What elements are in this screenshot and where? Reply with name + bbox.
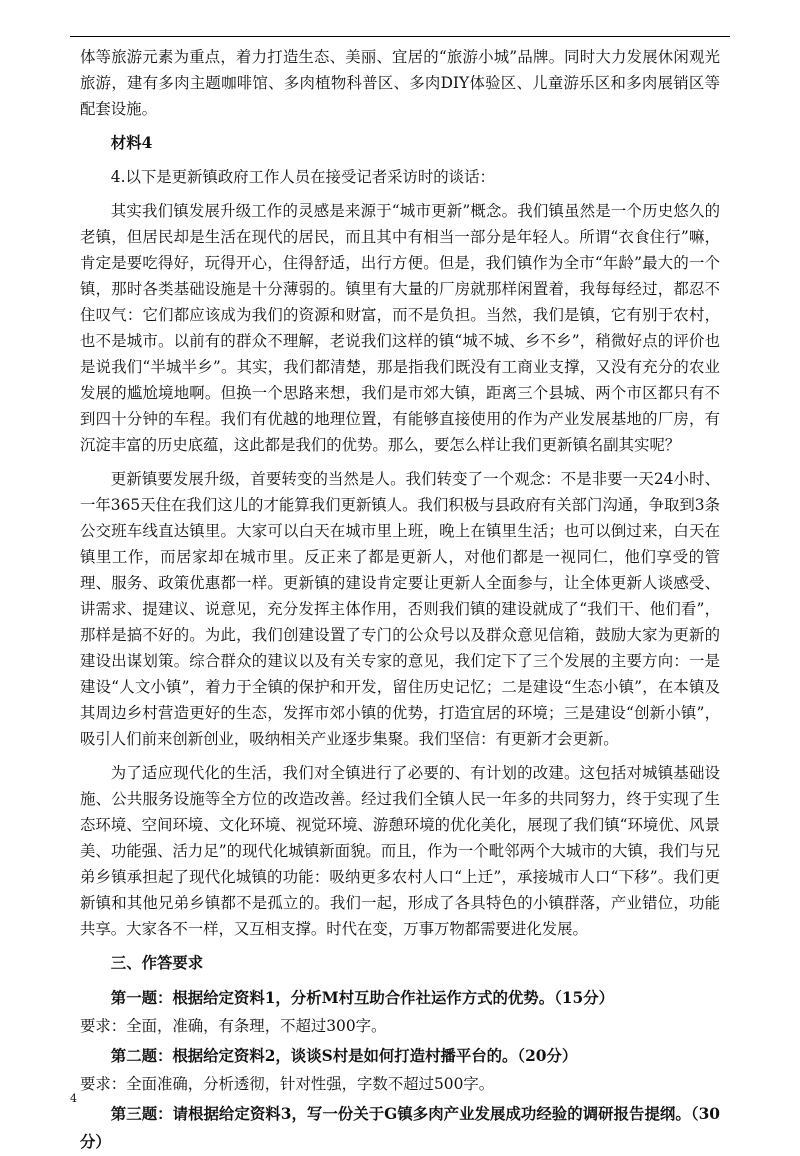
question-3-title: 第三题：请根据给定资料3，写一份关于G镇多肉产业发展成功经验的调研报告提纲。（30分） xyxy=(80,1105,720,1151)
material-4-heading: 材料4 xyxy=(110,134,153,152)
material-4-paragraph-3: 为了适应现代化的生活，我们对全镇进行了必要的、有计划的改建。这包括对城镇基础设施、公共服务设施等全方位的改造改善。经过我们全镇人民一年多的共同努力，终于实现了生态环境、空间环境、文化环境、视觉环境、游憩环境的优化美化，展现了我们镇“环境优、风景美、功能强、活力足”的现代化城镇新面貌。而且，作为一个毗邻两个大城市的大镇，我们与兄弟乡镇承担起了现代化城镇的功能：吸纳更多农村人口“上迁”，承接城市人口“下移”。我们更新镇和其他兄弟乡镇都不是孤立的。我们一起，形成了各具特色的小镇群落，产业错位，功能共享。大家各不一样，又互相支撑。时代在变，万事万物都需要进化发展。 xyxy=(80,764,720,938)
material-4-lead: 4.以下是更新镇政府工作人员在接受记者采访时的谈话： xyxy=(110,168,495,186)
question-2-requirement: 要求：全面准确，分析透彻，针对性强，字数不超过500字。 xyxy=(80,1075,495,1093)
page-number: 4 xyxy=(70,1092,77,1105)
material-4-paragraph-1: 其实我们镇发展升级工作的灵感是来源于“城市更新”概念。我们镇虽然是一个历史悠久的老镇，但居民却是生活在现代的居民，而且其中有相当一部分是年轻人。所谓“衣食住行”嘛，肯定是要吃得好，玩得开心，住得舒适，出行方便。但是，我们镇作为全市“年龄”最大的一个镇，那时各类基础设施是十分薄弱的。镇里有大量的厂房就那样闲置着，我每每经过，都忍不住叹气：它们都应该成为我们的资源和财富，而不是负担。当然，我们是镇，它有别于农村，也不是城市。以前有的群众不理解，老说我们这样的镇“城不城、乡不乡”，稍微好点的评价也是说我们“半城半乡”。其实，我们都清楚，那是指我们既没有工商业支撑，又没有充分的农业发展的尴尬境地啊。但换一个思路来想，我们是市郊大镇，距离三个县城、两个市区都只有不到四十分钟的车程。我们有优越的地理位置，有能够直接使用的作为产业发展基地的厂房，有沉淀丰富的历史底蕴，这此都是我们的优势。那么，要怎么样让我们更新镇名副其实呢？ xyxy=(80,202,720,454)
requirements-heading: 三、作答要求 xyxy=(110,954,204,972)
page-content xyxy=(80,44,720,1156)
question-2-title: 第二题：根据给定资料2，谈谈S村是如何打造村播平台的。（20分） xyxy=(110,1047,578,1065)
intro-paragraph: 体等旅游元素为重点，着力打造生态、美丽、宜居的“旅游小城”品牌。同时大力发展休闲观光旅游，建有多肉主题咖啡馆、多肉植物科普区、多肉DIY体验区、儿童游乐区和多肉展销区等配套设施。 xyxy=(80,48,720,118)
material-4-paragraph-2: 更新镇要发展升级，首要转变的当然是人。我们转变了一个观念：不是非要一天24小时、一年365天住在我们这儿的才能算我们更新镇人。我们积极与县政府有关部门沟通，争取到3条公交班车线直达镇里。大家可以白天在城市里上班，晚上在镇里生活；也可以倒过来，白天在镇里工作，而居家却在城市里。反正来了都是更新人，对他们都是一视同仁，他们享受的管理、服务、政策优惠都一样。更新镇的建设肯定要让更新人全面参与，让全体更新人谈感受、讲需求、提建议、说意见，充分发挥主体作用，否则我们镇的建设就成了“我们干、他们看”，那样是搞不好的。为此，我们创建设置了专门的公众号以及群众意见信箱，鼓励大家为更新的建设出谋划策。综合群众的建议以及有关专家的意见，我们定下了三个发展的主要方向：一是建设“人文小镇”，着力于全镇的保护和开发，留住历史记忆；二是建设“生态小镇”，在本镇及其周边乡村营造更好的生态，发挥市郊小镇的优势，打造宜居的环境；三是建设“创新小镇”，吸引人们前来创新创业，吸纳相关产业逐步集聚。我们坚信：有更新才会更新。 xyxy=(80,470,720,748)
question-1-title: 第一题：根据给定资料1，分析M村互助合作社运作方式的优势。（15分） xyxy=(110,989,614,1007)
header-rule xyxy=(70,36,730,37)
question-1-requirement: 要求：全面，准确，有条理，不超过300字。 xyxy=(80,1017,387,1035)
